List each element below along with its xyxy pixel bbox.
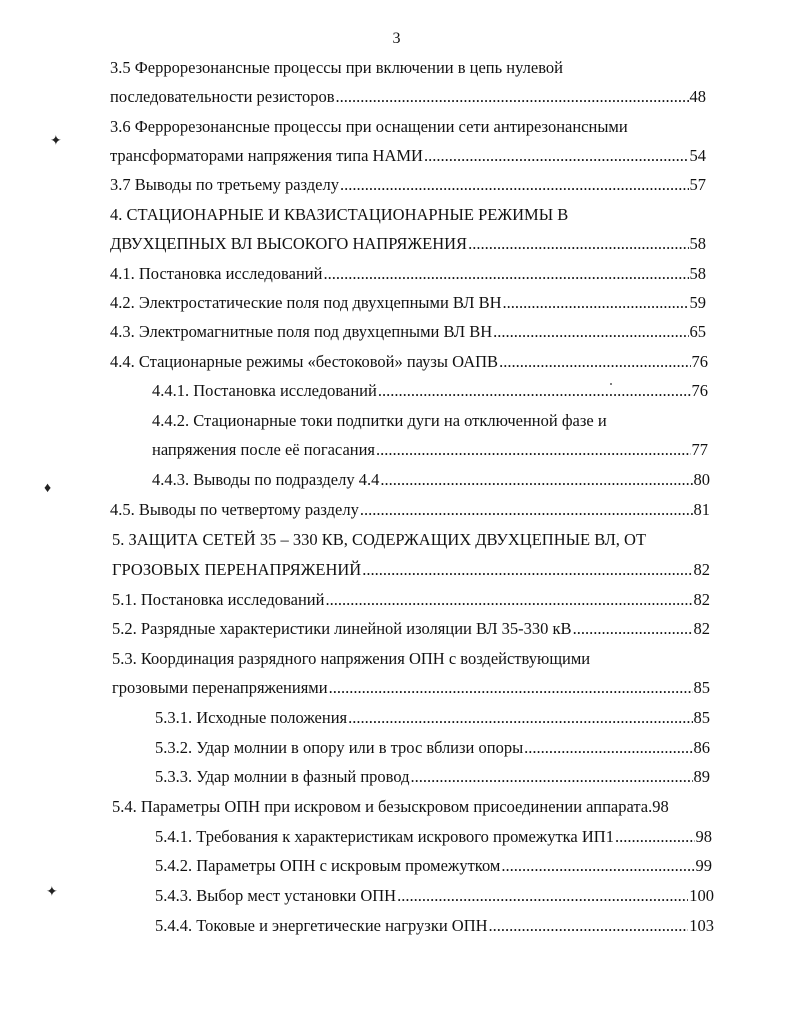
toc-entry-text: последовательности резисторов [110, 87, 335, 106]
toc-entry-text: 4.4. Стационарные режимы «бестоковой» паузы ОАПВ [110, 352, 499, 371]
toc-leader-dots [499, 352, 690, 372]
toc-line [112, 590, 710, 610]
toc-entry-page: 85 [693, 708, 710, 727]
toc-entry-text: 3.5 Феррорезонансные процессы при включении в цепь нулевой [110, 58, 563, 77]
toc-line [152, 470, 710, 490]
toc-leader-dots [503, 293, 689, 313]
toc-entry-page: 100 [689, 886, 714, 905]
toc-line [110, 293, 706, 313]
toc-line [112, 649, 590, 669]
toc-line [110, 205, 568, 225]
toc-entry-text: 4.5. Выводы по четвертому разделу [110, 500, 359, 519]
toc-leader-dots [501, 856, 694, 876]
toc-entry-page: 76 [691, 381, 708, 400]
toc-entry-text: 4.4.2. Стационарные токи подпитки дуги на отключенной фазе и [152, 411, 607, 430]
toc-entry-text: 3.7 Выводы по третьему разделу [110, 175, 339, 194]
toc-line [110, 117, 628, 137]
toc-entry-text: 4.2. Электростатические поля под двухцепными ВЛ ВН [110, 293, 502, 312]
toc-entry-text: 5.4.3. Выбор мест установки ОПН [155, 886, 397, 905]
toc-leader-dots [524, 738, 692, 758]
toc-line [152, 440, 708, 460]
toc-entry-page: 48 [689, 87, 706, 106]
toc-entry-page: 85 [693, 678, 710, 697]
toc-entry-text: 4.3. Электромагнитные поля под двухцепными ВЛ ВН [110, 322, 493, 341]
scan-mark-2: ♦ [44, 481, 52, 496]
toc-entry-text: 5.3.1. Исходные положения [155, 708, 348, 727]
toc-entry-text: 5.4.4. Токовые и энергетические нагрузки ОПН [155, 916, 488, 935]
toc-entry-text: 4. СТАЦИОНАРНЫЕ И КВАЗИСТАЦИОНАРНЫЕ РЕЖИМЫ В [110, 205, 569, 224]
toc-entry-text: 4.4.3. Выводы по подразделу 4.4 [152, 470, 380, 489]
toc-entry-page: 86 [693, 738, 710, 757]
toc-entry-text: 5.3. Координация разрядного напряжения ОПН с воздействующими [112, 649, 591, 668]
toc-leader-dots [348, 708, 692, 728]
toc-line [155, 767, 710, 787]
toc-entry-page: 77 [691, 440, 708, 459]
toc-line [152, 381, 708, 401]
toc-leader-dots [376, 440, 690, 460]
toc-entry-page: 89 [693, 767, 710, 786]
toc-entry-text: напряжения после её погасания [152, 440, 376, 459]
toc-entry-page: 98 [652, 797, 669, 816]
toc-line [110, 175, 706, 195]
toc-line [112, 530, 646, 550]
toc-entry-page: 76 [691, 352, 708, 371]
toc-entry-page: 99 [695, 856, 712, 875]
toc-leader-dots [362, 560, 692, 580]
toc-leader-dots [397, 886, 688, 906]
toc-entry-page: 82 [693, 560, 710, 579]
toc-leader-dots [360, 500, 693, 520]
scan-mark-3: ✦ [46, 885, 58, 900]
toc-line [155, 856, 712, 876]
toc-entry-text: 5.4.1. Требования к характеристикам искрового промежутка ИП1 [155, 827, 614, 846]
toc-entry-text: трансформаторами напряжения типа НАМИ [110, 146, 423, 165]
toc-leader-dots [323, 264, 688, 284]
toc-entry-page: 82 [693, 619, 710, 638]
toc-entry-text: 5.3.2. Удар молнии в опору или в трос вблизи опоры [155, 738, 524, 757]
toc-line [110, 500, 710, 520]
toc-entry-text: ГРОЗОВЫХ ПЕРЕНАПРЯЖЕНИЙ [112, 560, 362, 579]
toc-line [112, 619, 710, 639]
toc-entry-page: 80 [693, 470, 710, 489]
toc-entry-text: ДВУХЦЕПНЫХ ВЛ ВЫСОКОГО НАПРЯЖЕНИЯ [110, 234, 468, 253]
toc-line [155, 738, 710, 758]
toc-entry-page: 98 [695, 827, 712, 846]
toc-entry-text: 3.6 Феррорезонансные процессы при оснащении сети антирезонансными [110, 117, 628, 136]
toc-leader-dots [573, 619, 693, 639]
toc-line [110, 352, 708, 372]
toc-leader-dots [411, 767, 693, 787]
toc-line [152, 411, 607, 431]
toc-entry-text: 4.1. Постановка исследований [110, 264, 323, 283]
toc-leader-dots [336, 87, 689, 107]
toc-entry-text: 5.3.3. Удар молнии в фазный провод [155, 767, 410, 786]
toc-leader-dots [615, 827, 695, 847]
toc-leader-dots [424, 146, 689, 166]
toc-line [110, 322, 706, 342]
toc-entry-page: 103 [689, 916, 714, 935]
scan-mark-1: ✦ [50, 134, 62, 149]
toc-line [155, 708, 710, 728]
toc-leader-dots [378, 381, 691, 401]
page-number: 3 [392, 30, 401, 47]
toc-leader-dots [493, 322, 688, 342]
toc-entry-page: 65 [689, 322, 706, 341]
toc-leader-dots [468, 234, 688, 254]
toc-line [110, 58, 563, 78]
toc-entry-page: 58 [689, 234, 706, 253]
toc-leader-dots [325, 590, 692, 610]
toc-entry-page: 81 [693, 500, 710, 519]
toc-line [110, 264, 706, 284]
toc-entry-text: 5.1. Постановка исследований [112, 590, 325, 609]
toc-line [112, 678, 710, 698]
toc-line [155, 827, 712, 847]
toc-line [155, 916, 714, 936]
toc-line [112, 560, 710, 580]
toc-leader-dots [329, 678, 693, 698]
toc-entry-page: 57 [689, 175, 706, 194]
toc-entry-page: 59 [689, 293, 706, 312]
toc-entry-page: 58 [689, 264, 706, 283]
toc-leader-dots [380, 470, 692, 490]
toc-leader-dots [340, 175, 689, 195]
toc-entry-page: 54 [689, 146, 706, 165]
toc-entry-text: грозовыми перенапряжениями [112, 678, 328, 697]
toc-entry-text: 5. ЗАЩИТА СЕТЕЙ 35 – 330 КВ, СОДЕРЖАЩИХ ДВУХЦЕПНЫЕ ВЛ, ОТ [112, 530, 647, 549]
toc-line [110, 146, 706, 166]
toc-entry-page: 82 [693, 590, 710, 609]
toc-line [110, 87, 706, 107]
toc-line [112, 797, 712, 817]
toc-line [155, 886, 714, 906]
toc-entry-text: 5.4.2. Параметры ОПН с искровым промежутком [155, 856, 501, 875]
toc-leader-dots [489, 916, 689, 936]
toc-entry-text: 5.4. Параметры ОПН при искровом и безыскровом присоединении аппарата. [112, 797, 653, 816]
toc-entry-text: 4.4.1. Постановка исследований [152, 381, 377, 400]
toc-entry-text: 5.2. Разрядные характеристики линейной изоляции ВЛ 35-330 кВ [112, 619, 572, 638]
toc-line [110, 234, 706, 254]
